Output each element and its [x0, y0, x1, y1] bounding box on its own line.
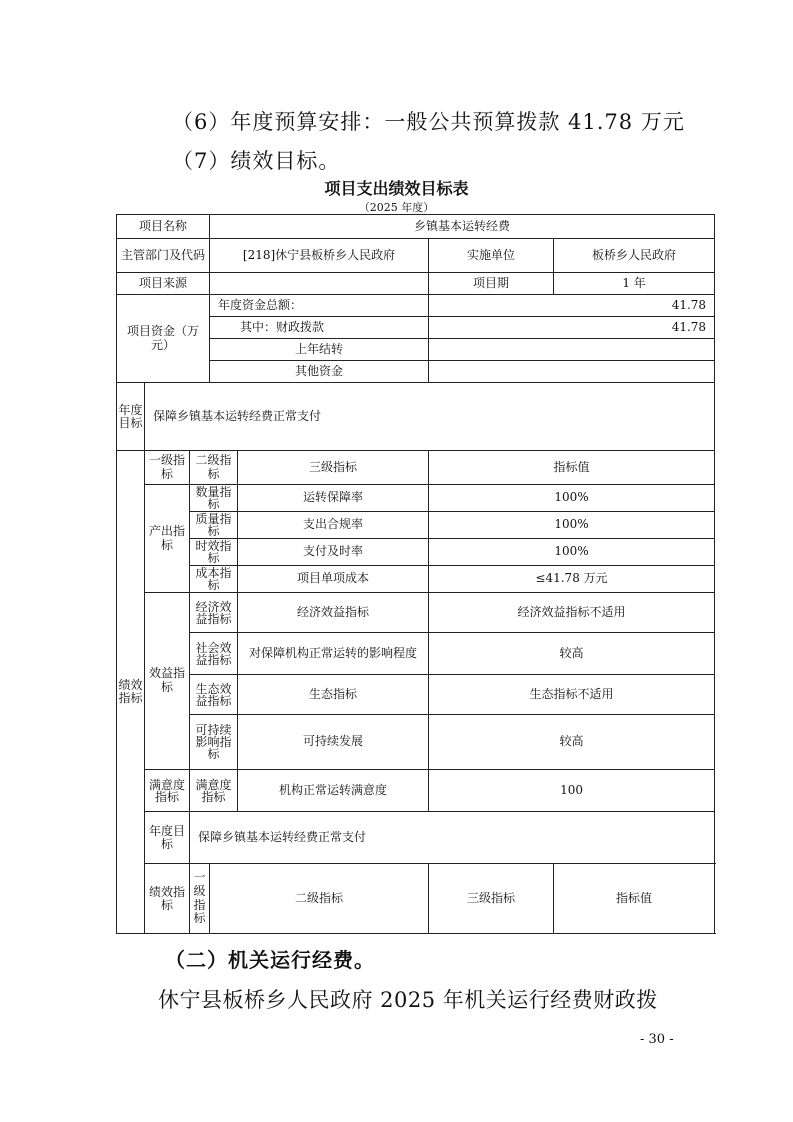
performance-table [116, 214, 715, 934]
dept-value: [218]休宁县板桥乡人民政府 [210, 239, 429, 273]
goal2-label: 年度目标 [145, 812, 190, 864]
row-l3: 经济效益指标 [238, 593, 429, 633]
goal-value: 保障乡镇基本运转经费正常支付 [145, 383, 715, 451]
funds-other-label: 其他资金 [210, 361, 429, 383]
row-val: 较高 [429, 633, 715, 675]
row-val: ≤41.78 万元 [429, 566, 715, 593]
row-l2: 成本指标 [190, 566, 238, 593]
row-l3: 支出合规率 [238, 512, 429, 539]
col2-l2-header: 二级指标 [210, 864, 429, 934]
funds-fiscal-value: 41.78 [429, 317, 715, 339]
funds-label: 项目资金（万元） [117, 295, 210, 383]
perf2-label: 绩效指标 [145, 864, 190, 934]
col-l1-header: 一级指标 [145, 451, 190, 485]
row-l2: 社会效益指标 [190, 633, 238, 675]
row-l2: 满意度指标 [190, 770, 238, 812]
row-l2: 质量指标 [190, 512, 238, 539]
perf-label: 绩效指标 [117, 451, 145, 934]
funds-last-value [429, 339, 715, 361]
funds-last-label: 上年结转 [210, 339, 429, 361]
output-label: 产出指标 [145, 485, 190, 593]
row-l2: 可持续影响指标 [190, 715, 238, 770]
table-title: 项目支出绩效目标表 [324, 179, 469, 198]
col2-val-header: 指标值 [554, 864, 715, 934]
dept-label: 主管部门及代码 [117, 239, 210, 273]
row-l3: 项目单项成本 [238, 566, 429, 593]
row-l3: 可持续发展 [238, 715, 429, 770]
row-val: 较高 [429, 715, 715, 770]
funds-fiscal-label: 其中：财政拨款 [210, 317, 429, 339]
benefit-label: 效益指标 [145, 593, 190, 770]
col2-l1-header: 一级指标 [190, 864, 210, 934]
row-val: 100 [429, 770, 715, 812]
page-number: - 30 - [640, 1032, 674, 1047]
row-l3: 生态指标 [238, 675, 429, 715]
row-val: 100% [429, 485, 715, 512]
project-name-value: 乡镇基本运转经费 [210, 215, 715, 239]
budget-paragraph: （6）年度预算安排：一般公共预算拨款 41.78 万元 [172, 110, 685, 134]
funds-total-value: 41.78 [429, 295, 715, 317]
row-val: 100% [429, 539, 715, 566]
row-l3: 运转保障率 [238, 485, 429, 512]
row-val: 生态指标不适用 [429, 675, 715, 715]
col-l2-header: 二级指标 [190, 451, 238, 485]
col2-l3-header: 三级指标 [429, 864, 554, 934]
row-val: 经济效益指标不适用 [429, 593, 715, 633]
row-l3: 支付及时率 [238, 539, 429, 566]
unit-label: 实施单位 [429, 239, 554, 273]
project-name-label: 项目名称 [117, 215, 210, 239]
source-value [210, 273, 429, 295]
row-val: 100% [429, 512, 715, 539]
funds-total-label: 年度资金总额： [210, 295, 429, 317]
goal2-value: 保障乡镇基本运转经费正常支付 [190, 812, 715, 864]
satisfaction-label: 满意度指标 [145, 770, 190, 812]
row-l2: 时效指标 [190, 539, 238, 566]
section2-paragraph: 休宁县板桥乡人民政府 2025 年机关运行经费财政拨 [158, 988, 658, 1012]
col-val-header: 指标值 [429, 451, 715, 485]
goal-heading: （7）绩效目标。 [172, 149, 341, 173]
col-l3-header: 三级指标 [238, 451, 429, 485]
row-l3: 机构正常运转满意度 [238, 770, 429, 812]
funds-other-value [429, 361, 715, 383]
table-subtitle: （2025 年度） [358, 201, 435, 214]
period-label: 项目期 [429, 273, 554, 295]
row-l3: 对保障机构正常运转的影响程度 [238, 633, 429, 675]
row-l2: 数量指标 [190, 485, 238, 512]
source-label: 项目来源 [117, 273, 210, 295]
unit-value: 板桥乡人民政府 [554, 239, 715, 273]
row-l2: 经济效益指标 [190, 593, 238, 633]
goal-label: 年度目标 [117, 383, 145, 451]
section2-heading: （二）机关运行经费。 [165, 948, 375, 972]
row-l2: 生态效益指标 [190, 675, 238, 715]
period-value: 1 年 [554, 273, 715, 295]
